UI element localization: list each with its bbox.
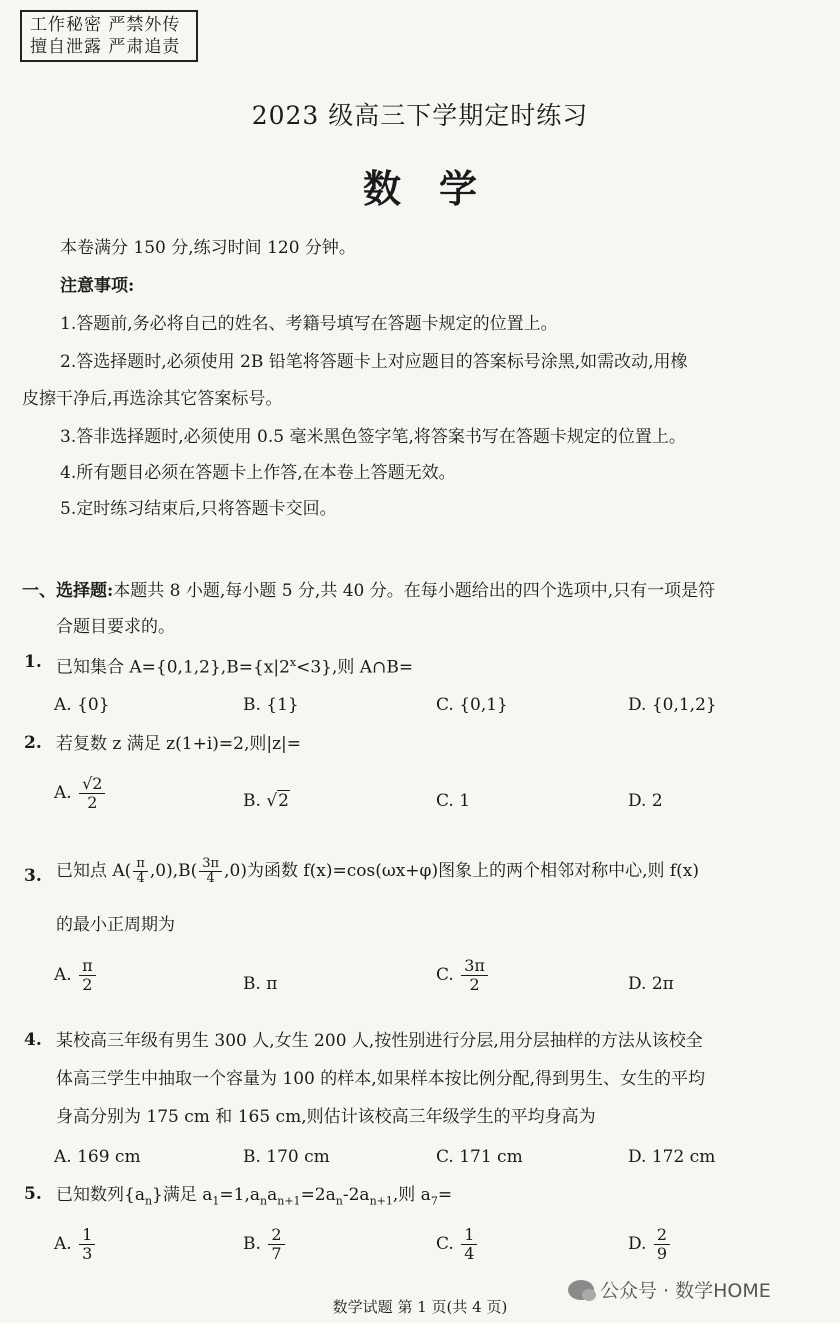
q5-sub-n-3: n bbox=[335, 1194, 343, 1208]
q4-stem-b: 体高三学生中抽取一个容量为 100 的样本,如果样本按比例分配,得到男生、女生的平均 bbox=[56, 1069, 706, 1089]
q4-option-a: A. 169 cm bbox=[54, 1147, 141, 1167]
q2-option-a-label: A. bbox=[54, 783, 72, 803]
q5-sub-7: 7 bbox=[430, 1194, 438, 1208]
stamp-line-2: 擅自泄露 严肃追责 bbox=[30, 37, 181, 57]
q3-option-a-label: A. bbox=[54, 965, 72, 985]
q5-option-c-numerator: 1 bbox=[461, 1226, 477, 1245]
q2-option-b bbox=[243, 790, 290, 812]
q3-option-d: D. 2π bbox=[628, 974, 674, 994]
q5-option-a bbox=[54, 1226, 97, 1263]
q5-sub-1: 1 bbox=[212, 1194, 220, 1208]
q5-option-b bbox=[243, 1226, 287, 1263]
page-footer: 数学试题 第 1 页(共 4 页) bbox=[332, 1298, 508, 1316]
q2-option-d: D. 2 bbox=[628, 791, 663, 811]
note-2a: 2.答选择题时,必须使用 2B 铅笔将答题卡上对应题目的答案标号涂黑,如需改动,用橡 bbox=[60, 352, 688, 372]
q5-option-c-denominator: 4 bbox=[464, 1244, 475, 1263]
exam-subject: 数学 bbox=[362, 166, 515, 211]
section-1-desc-a: 本题共 8 小题,每小题 5 分,共 40 分。在每小题给出的四个选项中,只有一项是符 bbox=[113, 581, 716, 601]
exam-title: 2023 级高三下学期定时练习 bbox=[251, 101, 589, 130]
q2-option-a-numerator: √2 bbox=[79, 775, 105, 794]
q1-option-c: C. {0,1} bbox=[436, 695, 508, 715]
q3-stem-a: 已知点 A( bbox=[56, 861, 132, 881]
q5-option-b-fraction bbox=[268, 1226, 284, 1263]
note-1: 1.答题前,务必将自己的姓名、考籍号填写在答题卡规定的位置上。 bbox=[60, 314, 558, 334]
q3-point-a-numerator: π bbox=[133, 857, 148, 872]
question-1-stem bbox=[56, 652, 413, 679]
q5-option-d-numerator: 2 bbox=[654, 1226, 670, 1245]
q5-option-b-label: B. bbox=[243, 1234, 261, 1254]
q5-stem-h: = bbox=[437, 1185, 453, 1205]
q4-option-d: D. 172 cm bbox=[628, 1147, 716, 1167]
q2-option-a-denominator: 2 bbox=[87, 793, 98, 812]
q3-stem-b: ,0),B( bbox=[149, 861, 198, 881]
q1-option-d: D. {0,1,2} bbox=[628, 695, 717, 715]
q3-option-a-denominator: 2 bbox=[82, 975, 93, 994]
question-3-stem bbox=[56, 851, 699, 891]
q3-stem-d: 的最小正周期为 bbox=[56, 915, 175, 935]
q3-option-c-fraction bbox=[461, 957, 488, 994]
notes-heading: 注意事项: bbox=[60, 276, 135, 296]
q3-option-c bbox=[436, 957, 490, 994]
watermark-text: 公众号 · 数学HOME bbox=[600, 1280, 771, 1302]
q4-option-b: B. 170 cm bbox=[243, 1147, 330, 1167]
q4-option-c: C. 171 cm bbox=[436, 1147, 523, 1167]
confidential-stamp bbox=[20, 10, 198, 62]
q3-point-a-fraction bbox=[133, 857, 148, 886]
q5-option-d-denominator: 9 bbox=[656, 1244, 668, 1263]
q5-option-a-label: A. bbox=[54, 1234, 72, 1254]
q3-point-b-numerator: 3π bbox=[199, 857, 222, 872]
q3-stem-c: ,0)为函数 f(x)=cos(ωx+φ)图象上的两个相邻对称中心,则 f(x) bbox=[224, 861, 700, 881]
question-3-number: 3. bbox=[24, 866, 42, 886]
q3-option-a-numerator: π bbox=[79, 957, 96, 976]
q5-stem-g: ,则 a bbox=[392, 1185, 431, 1205]
q5-stem-f: -2a bbox=[342, 1185, 370, 1205]
q3-option-b: B. π bbox=[243, 974, 278, 994]
q5-stem-b: }满足 a bbox=[152, 1185, 213, 1205]
q5-option-a-numerator: 1 bbox=[79, 1226, 95, 1245]
q5-option-d-fraction bbox=[654, 1226, 670, 1263]
q5-sub-n-2: n bbox=[260, 1194, 268, 1208]
q5-option-b-numerator: 2 bbox=[268, 1226, 284, 1245]
question-2-number: 2. bbox=[24, 733, 42, 753]
q1-stem-sup: x bbox=[289, 656, 297, 669]
q3-option-a bbox=[54, 957, 98, 994]
q5-stem-c: =1,a bbox=[219, 1185, 261, 1205]
q2-option-b-sqrt: √2 bbox=[266, 791, 289, 811]
question-1-number: 1. bbox=[24, 652, 42, 672]
score-time: 本卷满分 150 分,练习时间 120 分钟。 bbox=[60, 238, 356, 258]
q4-stem-a: 某校高三年级有男生 300 人,女生 200 人,按性别进行分层,用分层抽样的方法从该校全 bbox=[56, 1031, 703, 1051]
q3-point-a-denominator: 4 bbox=[136, 871, 145, 886]
q3-option-c-numerator: 3π bbox=[461, 957, 488, 976]
question-4-number: 4. bbox=[24, 1030, 42, 1050]
q1-stem-b: <3},则 A∩B= bbox=[296, 657, 414, 678]
q2-option-b-radicand: 2 bbox=[278, 791, 289, 811]
q5-stem-e: =2a bbox=[300, 1185, 336, 1205]
q5-option-d bbox=[628, 1226, 672, 1263]
q3-point-b-fraction bbox=[199, 857, 222, 886]
q3-option-c-label: C. bbox=[436, 965, 454, 985]
stamp-line-1: 工作秘密 严禁外传 bbox=[30, 15, 181, 35]
q5-option-c-label: C. bbox=[436, 1234, 454, 1254]
q5-option-a-denominator: 3 bbox=[82, 1244, 93, 1263]
q5-stem-a: 已知数列{a bbox=[56, 1185, 145, 1205]
q2-option-b-label: B. bbox=[243, 791, 261, 811]
q5-sub-n-1: n bbox=[144, 1194, 153, 1208]
q4-stem-c: 身高分别为 175 cm 和 165 cm,则估计该校高三年级学生的平均身高为 bbox=[56, 1107, 596, 1127]
q3-option-a-fraction bbox=[79, 957, 96, 994]
section-1-heading: 一、选择题: bbox=[22, 581, 114, 601]
section-1-desc bbox=[22, 580, 715, 602]
q5-sub-n1-1: n+1 bbox=[277, 1194, 301, 1208]
q2-option-c: C. 1 bbox=[436, 791, 471, 811]
q3-option-c-denominator: 2 bbox=[469, 975, 480, 994]
q1-option-b: B. {1} bbox=[243, 695, 299, 715]
q1-stem-a: 已知集合 A={0,1,2},B={x|2 bbox=[56, 657, 290, 678]
question-5-stem bbox=[56, 1184, 452, 1212]
question-5-number: 5. bbox=[24, 1184, 42, 1204]
q3-point-b-denominator: 4 bbox=[206, 871, 215, 886]
section-1-desc-b: 合题目要求的。 bbox=[56, 617, 175, 637]
q2-option-a bbox=[54, 775, 107, 812]
note-3: 3.答非选择题时,必须使用 0.5 毫米黑色签字笔,将答案书写在答题卡规定的位置上。 bbox=[60, 427, 686, 447]
q5-option-c bbox=[436, 1226, 479, 1263]
q5-sub-n1-2: n+1 bbox=[369, 1194, 393, 1208]
q2-option-a-fraction bbox=[79, 775, 105, 812]
note-2b: 皮擦干净后,再选涂其它答案标号。 bbox=[22, 389, 283, 409]
q5-option-d-label: D. bbox=[628, 1234, 647, 1254]
note-5: 5.定时练习结束后,只将答题卡交回。 bbox=[60, 499, 337, 519]
note-4: 4.所有题目必须在答题卡上作答,在本卷上答题无效。 bbox=[60, 463, 456, 483]
q5-option-a-fraction bbox=[79, 1226, 95, 1263]
q5-option-c-fraction bbox=[461, 1226, 477, 1263]
q1-option-a: A. {0} bbox=[54, 695, 110, 715]
question-2-stem: 若复数 z 满足 z(1+i)=2,则|z|= bbox=[56, 734, 302, 754]
q5-stem-d: a bbox=[267, 1185, 278, 1205]
q5-option-b-denominator: 7 bbox=[271, 1244, 282, 1263]
